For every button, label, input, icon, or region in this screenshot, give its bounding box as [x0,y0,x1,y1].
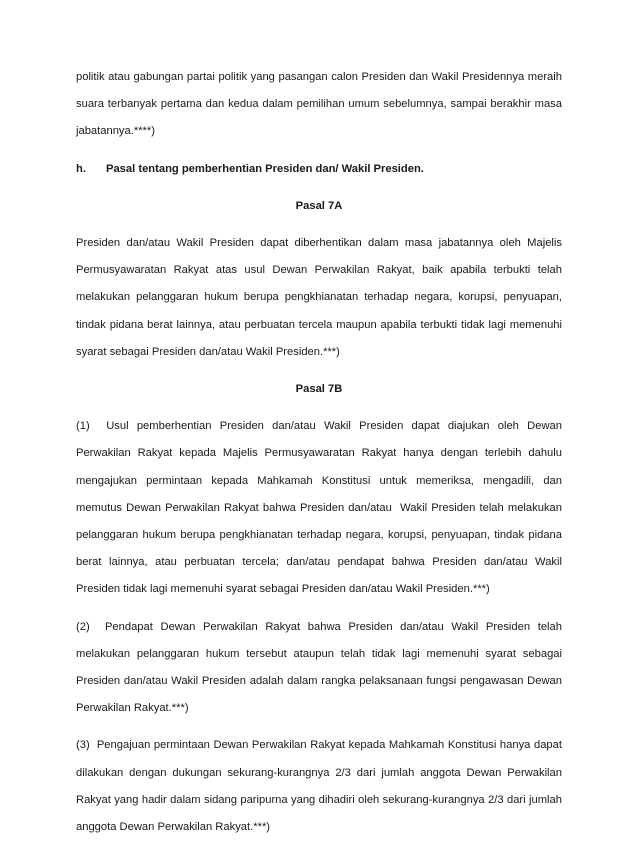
spacer [76,220,562,230]
spacer [76,403,562,413]
pasal-7a-paragraph: Presiden dan/atau Wakil Presiden dapat diberhentikan dalam masa jabatannya oleh Majelis Permusyawaratan Rakyat atas usul Dewan Perwakilan Rakyat, baik apabila terbukti telah melakukan pelanggaran hukum berupa pengkhianatan terhadap negara, korupsi, penyuapan, tindak pidana berat lainnya, atau perbuatan tercela maupun apabila terbukti tidak lagi memenuhi syarat sebagai Presiden dan/atau Wakil Presiden.***) [76,237,562,358]
pasal-7b-paragraph-1: (1) Usul pemberhentian Presiden dan/atau Wakil Presiden dapat diajukan oleh Dewan Perwakilan Rakyat kepada Majelis Permusyawaratan Rakyat hanya dengan terlebih dahulu mengajukan permintaan kepada Mahkamah Konstitusi untuk memeriksa, mengadili, dan memutus Dewan Perwakilan Rakyat bahwa Presiden dan/atau Wakil Presiden telah melakukan pelanggaran hukum berupa pengkhianatan terhadap negara, korupsi, penyuapan, tindak pidana berat lainnya, atau perbuatan tercela; dan/atau pendapat bahwa Presiden dan/atau Wakil Presiden tidak lagi memenuhi syarat sebagai Presiden dan/atau Wakil Presiden.***) [76,420,566,596]
pasal-7b-paragraph-3: (3) Pengajuan permintaan Dewan Perwakilan Rakyat kepada Mahkamah Konstitusi hanya dapat dilakukan dengan dukungan sekurang-kurangnya 2/3 dari jumlah anggota Dewan Perwakilan Rakyat yang hadir dalam sidang paripurna yang dihadiri oleh sekurang-kurangnya 2/3 dari jumlah anggota Dewan Perwakilan Rakyat.***) [76,739,566,834]
pasal-7b-title: Pasal 7B [295,383,343,396]
document-page [76,64,566,841]
section-heading [76,156,562,183]
spacer [76,604,562,614]
intro-paragraph: politik atau gabungan partai politik yang pasangan calon Presiden dan Wakil Presidennya meraih suara terbanyak pertama dan kedua dalam pemilihan umum sebelumnya, sampai berakhir masa jabatannya.****) [76,71,562,138]
spacer [76,366,562,376]
section-number: h. [76,162,86,175]
pasal-7b-paragraph-2: (2) Pendapat Dewan Perwakilan Rakyat bahwa Presiden dan/atau Wakil Presiden telah melakukan pelanggaran hukum tersebut ataupun telah tidak lagi memenuhi syarat sebagai Presiden dan/atau Wakil Presiden adalah dalam rangka pelaksanaan fungsi pengawasan Dewan Perwakilan Rakyat.***) [76,620,566,715]
pasal-7a-title: Pasal 7A [295,199,343,212]
spacer [76,722,562,732]
spacer [76,183,562,193]
spacer [76,146,562,156]
section-title: Pasal tentang pemberhentian Presiden dan/ Wakil Presiden. [106,162,424,175]
